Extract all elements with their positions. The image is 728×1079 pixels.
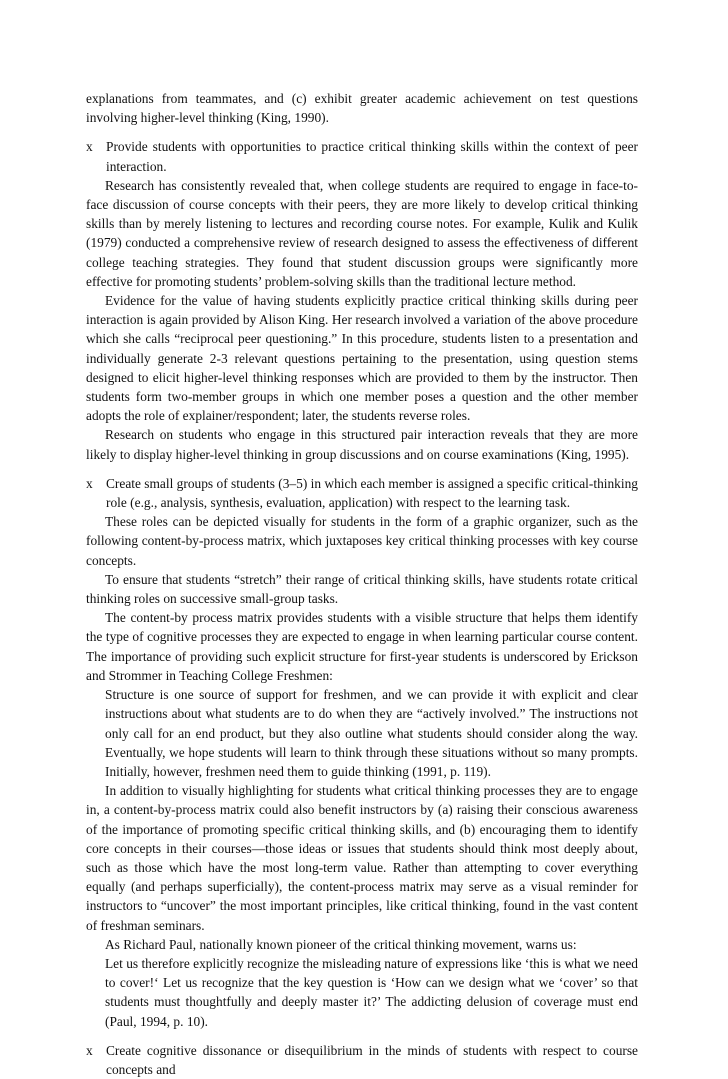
paragraph: These roles can be depicted visually for students in the form of a graphic organizer, such as the following content-by-process matrix, which juxtaposes key critical thinking processes with key course concepts. (86, 514, 638, 568)
paragraph: To ensure that students “stretch” their range of critical thinking skills, have students rotate critical thinking roles on successive small-group tasks. (86, 571, 638, 607)
paragraph: Research on students who engage in this structured pair interaction reveals that they are more likely to display higher-level thinking in group discussions and on course examinations (King, 1995). (86, 427, 638, 462)
paragraph: Research has consistently revealed that, when college students are required to engage in face-to-face discussion of course concepts with their peers, they are more likely to develop critical thinking skills than by merely listening to lectures and recording course notes. For example, Kulik and Kulik (1979) conducted a comprehensive review of research designed to assess the effectiveness of different college teaching strategies. They found that student discussion groups were significantly more effective for promoting students’ problem-solving skills than the traditional lecture method. (86, 177, 638, 289)
block-quote: Structure is one source of support for freshmen, and we can provide it with explicit and clear instructions about what students are to do when they are “actively involved.” The instructions not only call for an end product, but they also outline what students should consider along the way. Eventually, we hope students will learn to think through these situations without so many prompts. Initially, however, freshmen need them to guide thinking (1991, p. 119). (105, 687, 638, 779)
bullet-marker: x (86, 1042, 93, 1058)
bullet-peer-interaction (86, 137, 638, 175)
bullet-text: Provide students with opportunities to practice critical thinking skills within the context of peer interaction. (106, 139, 638, 174)
paragraph: Evidence for the value of having students explicitly practice critical thinking skills during peer interaction is again provided by Alison King. Her research involved a variation of the above procedure which she calls “reciprocal peer questioning.” In this procedure, students listen to a presentation and individually generate 2-3 relevant questions pertaining to the presentation, using question stems designed to elicit higher-level thinking responses which are provided to them by the instructor. Then students form two-member groups in which one member poses a question and the other member adopts the role of explainer/respondent; later, the students reverse roles. (86, 293, 638, 424)
intro-continuation: explanations from teammates, and (c) exhibit greater academic achievement on test questions involving higher-level thinking (King, 1990). (86, 91, 638, 126)
bullet-marker: x (86, 475, 93, 491)
paragraph: In addition to visually highlighting for students what critical thinking processes they are to engage in, a content-by-process matrix could also benefit instructors by (a) raising their conscious awareness of the importance of promoting specific critical thinking skills, and (b) encouraging them to identify core concepts in their courses—those ideas or issues that students should think most deeply about, such as those which have the most long-term value. Rather than attempting to cover everything equally (and perhaps superficially), the content-process matrix may serve as a visual reminder for instructors to “uncover” the most important principles, like critical thinking, found in the vast content of freshman seminars. (86, 783, 638, 933)
bullet-cognitive-dissonance (86, 1041, 638, 1079)
paragraph: As Richard Paul, nationally known pioneer of the critical thinking movement, warns us: (105, 936, 577, 952)
bullet-text: Create cognitive dissonance or disequilibrium in the minds of students with respect to course concepts and (106, 1042, 638, 1077)
bullet-marker: x (86, 139, 93, 155)
block-quote: Let us therefore explicitly recognize the misleading nature of expressions like ‘this is what we need to cover!‘ Let us recognize that the key question is ‘How can we design what we ‘cover’ so that students must thoughtfully and deeply master it?’ The addicting delusion of coverage must end (Paul, 1994, p. 10). (105, 955, 638, 1029)
paragraph: The content-by process matrix provides students with a visible structure that helps them identify the type of cognitive processes they are expected to engage in when learning particular course content. The importance of providing such explicit structure for first-year students is underscored by Erickson and Strommer in Teaching College Freshmen: (86, 610, 638, 683)
bullet-text: Create small groups of students (3–5) in which each member is assigned a specific critical-thinking role (e.g., analysis, synthesis, evaluation, application) with respect to the learning task. (106, 475, 638, 511)
bullet-small-groups (86, 474, 638, 512)
document-page (86, 89, 638, 1079)
